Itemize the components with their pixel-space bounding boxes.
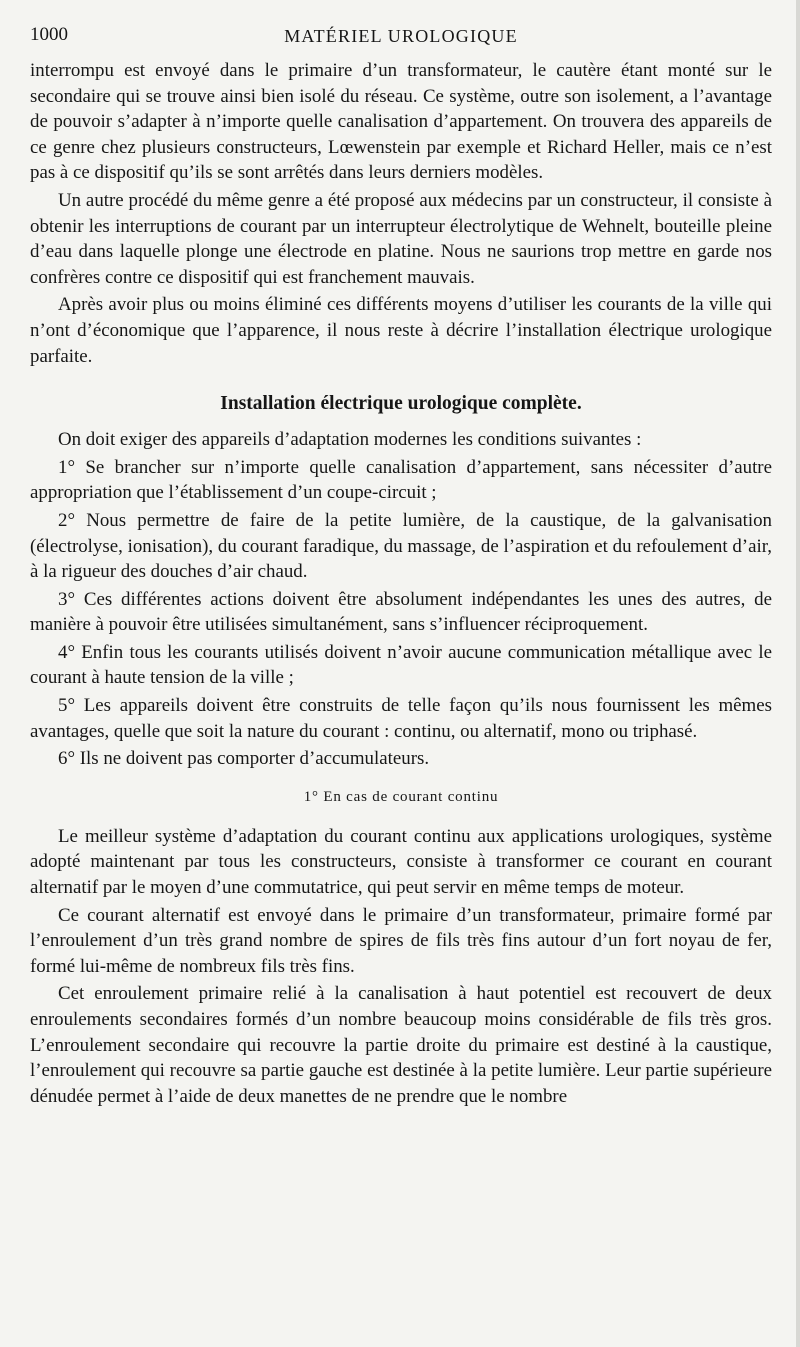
paragraph: Le meilleur système d’adaptation du courant continu aux applications urologiques, système adopté maintenant par tous les constructeurs, consiste à transformer ce courant en courant alternatif par le moyen d’une commutatrice, qui peut servir en même temps de moteur. [30, 825, 772, 899]
condition-item: 6° Ils ne doivent pas comporter d’accumulateurs. [58, 748, 430, 770]
page-header [30, 24, 772, 58]
page-number: 1000 [30, 24, 68, 45]
condition-item: 5° Les appareils doivent être construits de telle façon qu’ils nous fournissent les mêmes avantages, quelle que soit la nature du courant : continu, ou alternatif, mono ou triphasé. [30, 695, 772, 742]
paragraph: interrompu est envoyé dans le primaire d’un transformateur, le cautère étant monté sur le secondaire qui se trouve ainsi bien isolé du réseau. Ce système, outre son isolement, a l’avantage de pouvoir s’adapter à n’importe quelle canalisation d’appartement. On trouvera des appareils de ce genre chez plusieurs constructeurs, Lœwenstein par exemple et Richard Heller, mais ce n’est pas à ce dispositif qu’ils se sont arrêtés dans leurs derniers modèles. [30, 60, 772, 184]
paragraph: On doit exiger des appareils d’adaptation modernes les conditions suivantes : [58, 429, 642, 451]
condition-item: 2° Nous permettre de faire de la petite lumière, de la caustique, de la galvanisation (électrolyse, ionisation), du courant faradique, du massage, de l’aspiration et du refoulement d’air, à la rigueur des douches d’air chaud. [30, 509, 772, 583]
scan-edge [796, 0, 800, 1347]
paragraph: Après avoir plus ou moins éliminé ces différents moyens d’utiliser les courants de la ville qui n’ont d’économique que l’apparence, il nous reste à décrire l’installation électrique urologique parfaite. [30, 294, 772, 367]
condition-item: 1° Se brancher sur n’importe quelle canalisation d’appartement, sans nécessiter d’autre appropriation que l’établissement d’un coupe-circuit ; [30, 456, 772, 504]
condition-item: 3° Ces différentes actions doivent être absolument indépendantes les unes des autres, de manière à pouvoir être utilisées simultanément, sans s’influencer réciproquement. [30, 588, 772, 636]
page-body [30, 58, 772, 1109]
section-heading: Installation électrique urologique complète. [220, 393, 582, 415]
running-title: MATÉRIEL UROLOGIQUE [284, 26, 518, 46]
paragraph: Un autre procédé du même genre a été proposé aux médecins par un constructeur, il consiste à obtenir les interruptions de courant par un interrupteur électrolytique de Wehnelt, bouteille pleine d’eau dans laquelle plonge une électrode en platine. Nous ne saurions trop mettre en garde nos confrères contre ce dispositif qui est franchement mauvais. [30, 189, 772, 288]
condition-item: 4° Enfin tous les courants utilisés doivent n’avoir aucune communication métallique avec le courant à haute tension de la ville ; [30, 641, 772, 689]
subsection-heading: 1° En cas de courant continu [303, 788, 499, 805]
paragraph: Cet enroulement primaire relié à la canalisation à haut potentiel est recouvert de deux enroulements secondaires formés d’un nombre beaucoup moins considérable de fils très gros. L’enroulement secondaire qui recouvre la partie droite du primaire est destiné à la caustique, l’enroulement qui recouvre sa partie gauche est destinée à la petite lumière. Leur partie supérieure dénudée permet à l’aide de deux manettes de ne prendre que le nombre [30, 983, 772, 1107]
paragraph: Ce courant alternatif est envoyé dans le primaire d’un transformateur, primaire formé par l’enroulement d’un très grand nombre de spires de fils très fins autour d’un fort noyau de fer, formé lui-même de nombreux fils très fins. [30, 904, 772, 977]
